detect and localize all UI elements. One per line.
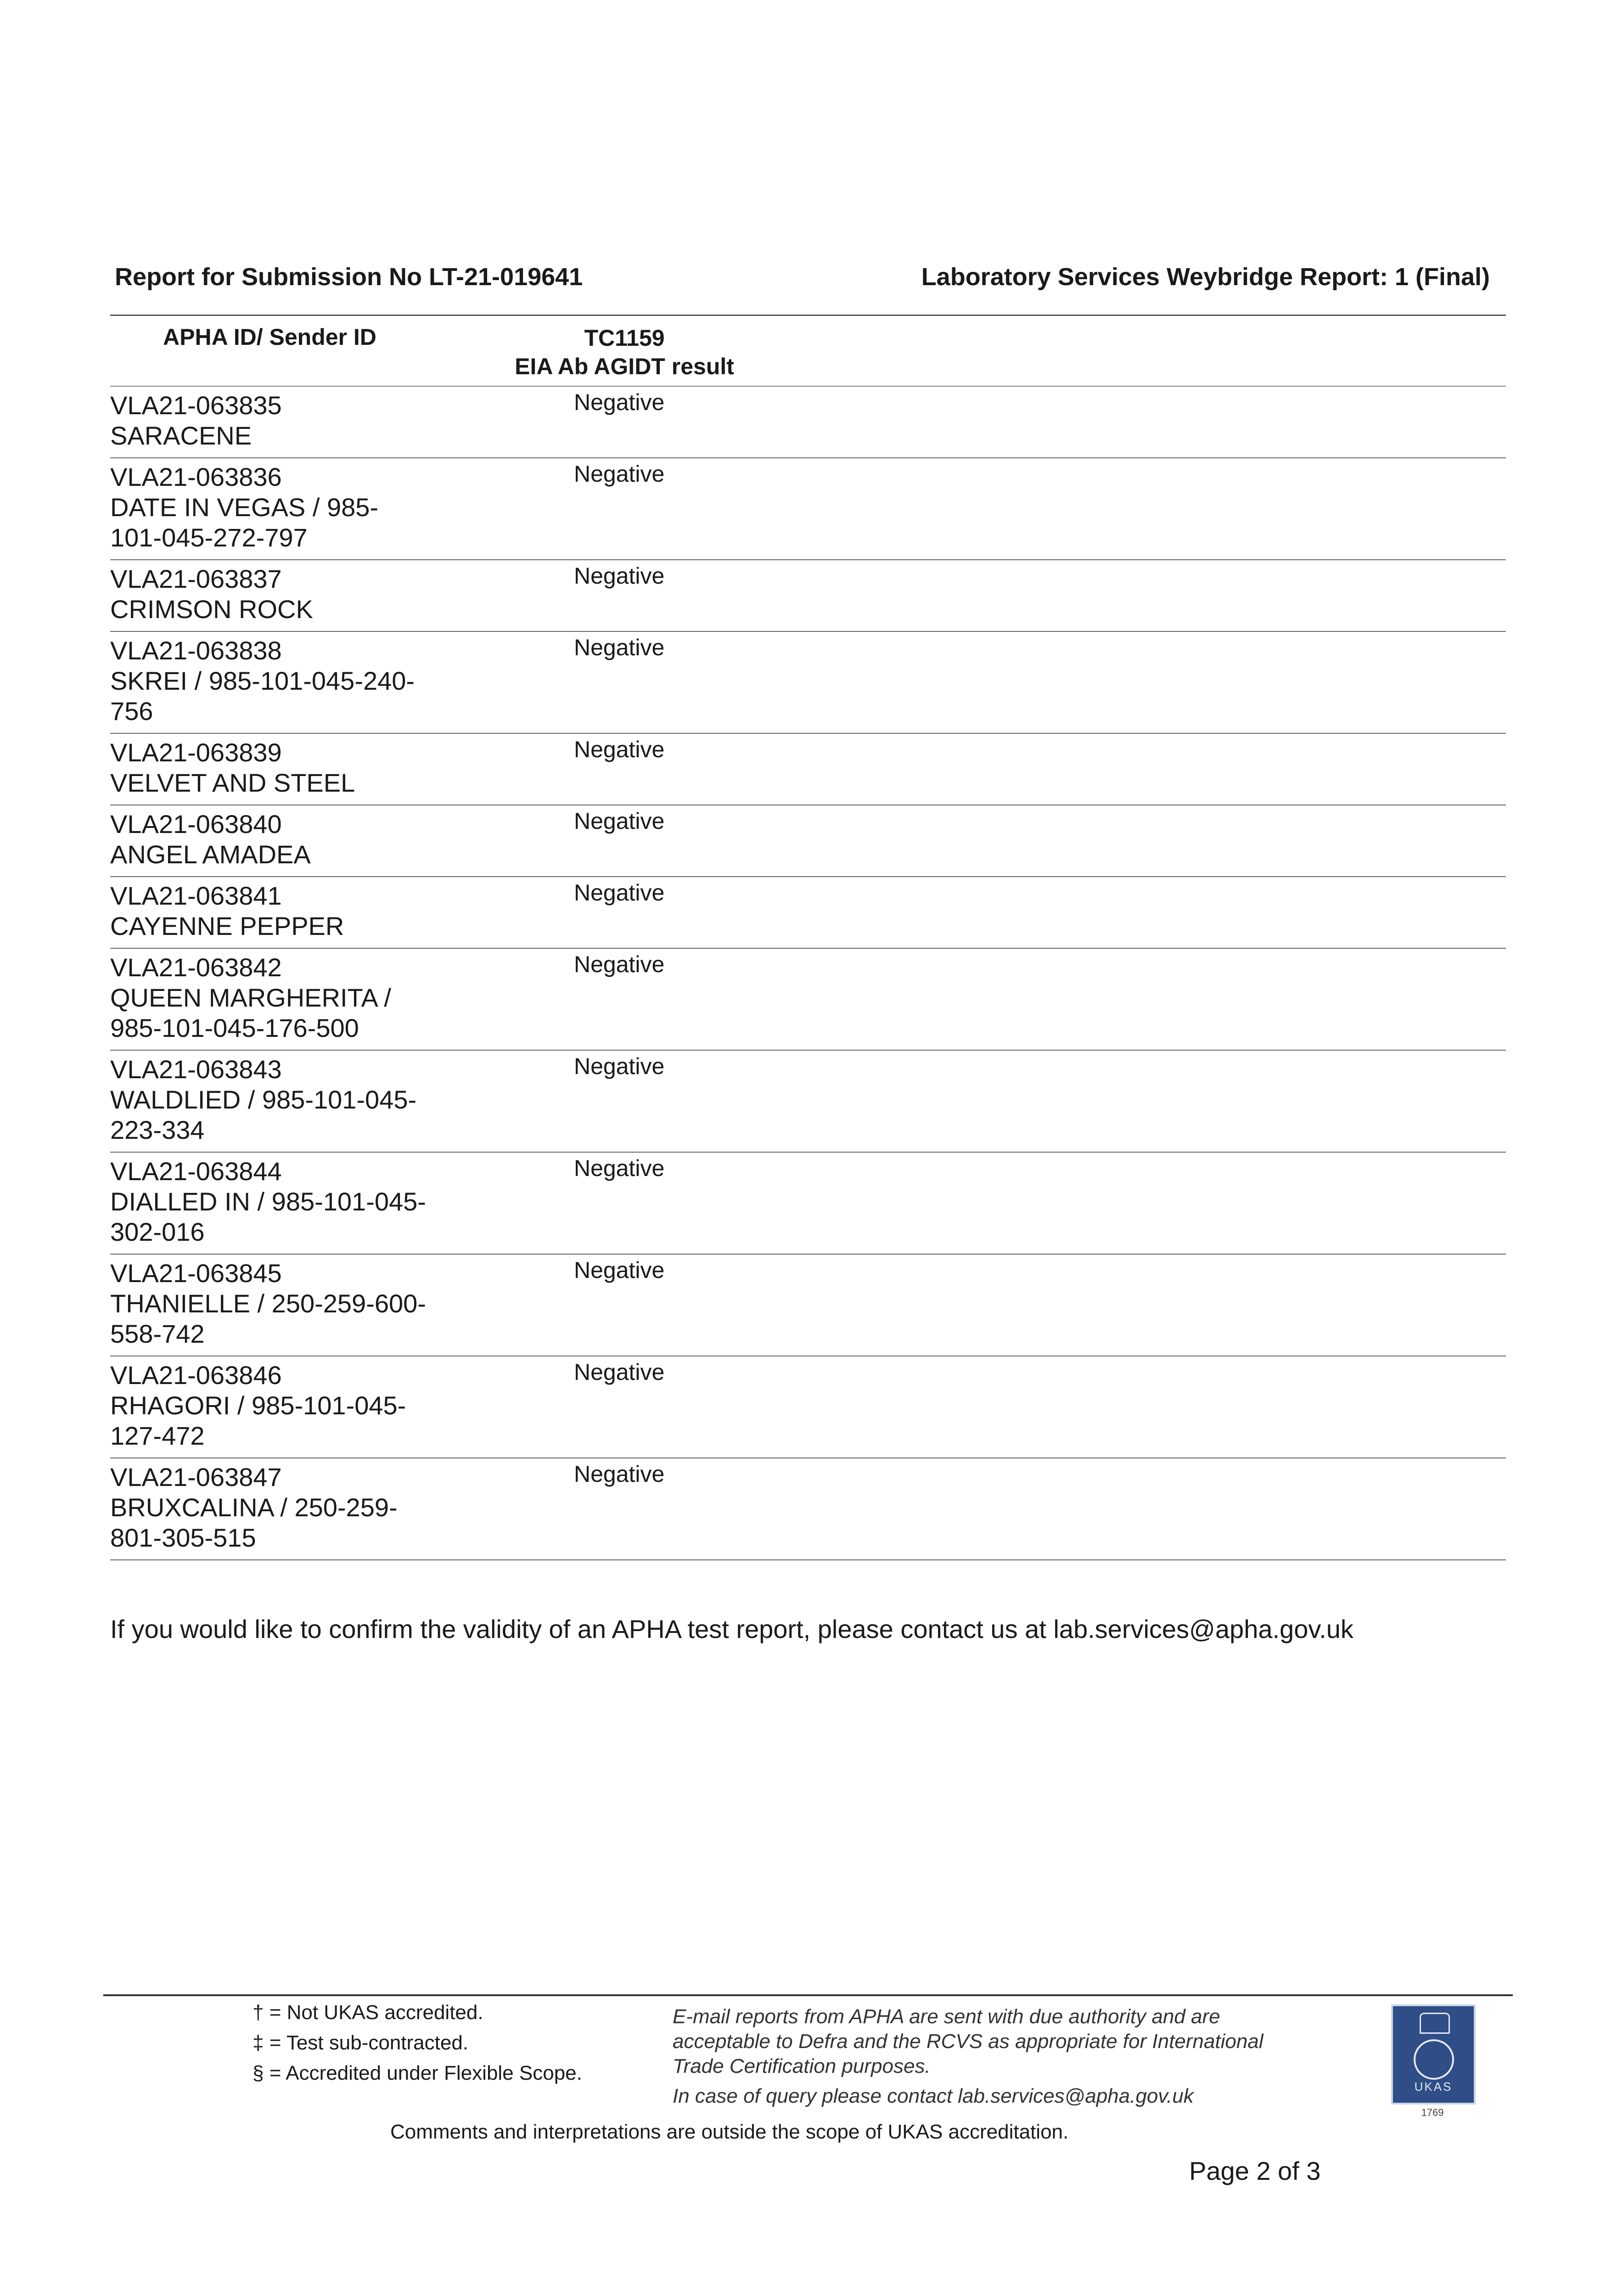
sender-id-line: 223-334 xyxy=(110,1115,205,1144)
row-divider xyxy=(110,948,1506,949)
column-header-id: APHA ID/ Sender ID xyxy=(163,324,376,350)
apha-id: VLA21-063840 xyxy=(110,810,282,838)
animal-id-cell xyxy=(110,1054,459,1145)
animal-id-cell xyxy=(110,636,459,726)
row-divider xyxy=(110,631,1506,632)
animal-id-cell xyxy=(110,564,459,625)
sender-id-line: QUEEN MARGHERITA / xyxy=(110,983,391,1012)
confirm-validity-note: If you would like to confirm the validity of an APHA test report, please contact us at lab.services@apha.gov.uk xyxy=(110,1615,1353,1643)
row-divider xyxy=(110,559,1506,560)
sender-id-line: 558-742 xyxy=(110,1319,205,1348)
apha-id: VLA21-063844 xyxy=(110,1157,282,1186)
animal-id-cell xyxy=(110,1462,459,1553)
row-divider xyxy=(110,1152,1506,1153)
ukas-logo xyxy=(1391,2004,1476,2105)
sender-id-line: RHAGORI / 985-101-045- xyxy=(110,1391,406,1420)
test-name: EIA Ab AGIDT result xyxy=(515,354,734,379)
row-divider xyxy=(110,1254,1506,1255)
page-number: Page 2 of 3 xyxy=(1189,2156,1321,2185)
legend-sub-contracted: ‡ = Test sub-contracted. xyxy=(253,2032,469,2054)
apha-id: VLA21-063842 xyxy=(110,953,282,982)
ukas-ring-icon xyxy=(1414,2039,1454,2080)
sender-id-line: 127-472 xyxy=(110,1421,205,1450)
legend-flexible-scope: § = Accredited under Flexible Scope. xyxy=(253,2062,582,2084)
column-header-test xyxy=(496,324,753,381)
apha-id: VLA21-063835 xyxy=(110,391,282,420)
row-divider xyxy=(110,733,1506,734)
ukas-logo-text: UKAS xyxy=(1414,2080,1453,2093)
test-result: Negative xyxy=(574,1053,665,1079)
legend xyxy=(253,1998,582,2088)
test-result: Negative xyxy=(574,389,665,415)
crown-icon xyxy=(1420,2013,1450,2034)
query-contact-note: In case of query please contact lab.services@apha.gov.uk xyxy=(673,2085,1194,2107)
apha-id: VLA21-063839 xyxy=(110,738,282,767)
apha-id: VLA21-063836 xyxy=(110,462,282,491)
sender-id-line: 801-305-515 xyxy=(110,1523,256,1552)
row-divider xyxy=(110,1050,1506,1051)
animal-id-cell xyxy=(110,462,459,553)
test-result: Negative xyxy=(574,1155,665,1181)
animal-id-cell xyxy=(110,737,459,798)
ukas-number: 1769 xyxy=(1421,2107,1444,2118)
sender-id-line: CRIMSON ROCK xyxy=(110,595,313,624)
apha-id: VLA21-063838 xyxy=(110,636,282,665)
animal-id-cell xyxy=(110,881,459,941)
sender-id-line: ANGEL AMADEA xyxy=(110,840,311,869)
test-result: Negative xyxy=(574,737,665,762)
sender-id-line: 101-045-272-797 xyxy=(110,523,308,552)
animal-id-cell xyxy=(110,390,459,451)
lab-report-title: Laboratory Services Weybridge Report: 1 (Final) xyxy=(921,263,1490,291)
apha-id: VLA21-063841 xyxy=(110,881,282,910)
row-divider xyxy=(110,876,1506,877)
test-result: Negative xyxy=(574,808,665,834)
animal-id-cell xyxy=(110,1258,459,1349)
header-rule xyxy=(110,315,1506,316)
animal-id-cell xyxy=(110,952,459,1043)
sender-id-line: WALDLIED / 985-101-045- xyxy=(110,1085,417,1114)
test-code: TC1159 xyxy=(584,325,665,351)
apha-id: VLA21-063843 xyxy=(110,1055,282,1084)
test-result: Negative xyxy=(574,1461,665,1487)
test-result: Negative xyxy=(574,1257,665,1283)
animal-id-cell xyxy=(110,1360,459,1451)
row-divider xyxy=(110,457,1506,458)
sender-id-line: DIALLED IN / 985-101-045- xyxy=(110,1187,426,1216)
email-authority-note: E-mail reports from APHA are sent with due authority and are acceptable to Defra and the RCVS as appropriate for International Trade Certification purposes. xyxy=(673,2005,1264,2077)
legend-not-accredited: † = Not UKAS accredited. xyxy=(253,2001,483,2024)
row-divider xyxy=(110,1559,1506,1560)
table-header-rule xyxy=(110,386,1506,387)
animal-id-cell xyxy=(110,809,459,870)
sender-id-line: VELVET AND STEEL xyxy=(110,768,355,797)
test-result: Negative xyxy=(574,880,665,906)
sender-id-line: SARACENE xyxy=(110,421,252,450)
apha-id: VLA21-063845 xyxy=(110,1259,282,1288)
apha-id: VLA21-063847 xyxy=(110,1463,282,1491)
test-result: Negative xyxy=(574,635,665,660)
apha-id: VLA21-063837 xyxy=(110,564,282,593)
sender-id-line: 302-016 xyxy=(110,1217,205,1246)
sender-id-line: BRUXCALINA / 250-259- xyxy=(110,1493,398,1522)
sender-id-line: SKREI / 985-101-045-240- xyxy=(110,666,415,695)
sender-id-line: THANIELLE / 250-259-600- xyxy=(110,1289,426,1318)
apha-id: VLA21-063846 xyxy=(110,1361,282,1390)
sender-id-line: DATE IN VEGAS / 985- xyxy=(110,493,379,522)
test-result: Negative xyxy=(574,563,665,589)
test-result: Negative xyxy=(574,951,665,977)
sender-id-line: CAYENNE PEPPER xyxy=(110,912,344,940)
animal-id-cell xyxy=(110,1156,459,1247)
footer-rule xyxy=(103,1994,1513,1996)
submission-number: Report for Submission No LT-21-019641 xyxy=(115,263,583,291)
sender-id-line: 756 xyxy=(110,697,153,726)
sender-id-line: 985-101-045-176-500 xyxy=(110,1013,359,1042)
test-result: Negative xyxy=(574,1359,665,1385)
ukas-comments-note: Comments and interpretations are outside the scope of UKAS accreditation. xyxy=(390,2121,1069,2143)
test-result: Negative xyxy=(574,461,665,487)
